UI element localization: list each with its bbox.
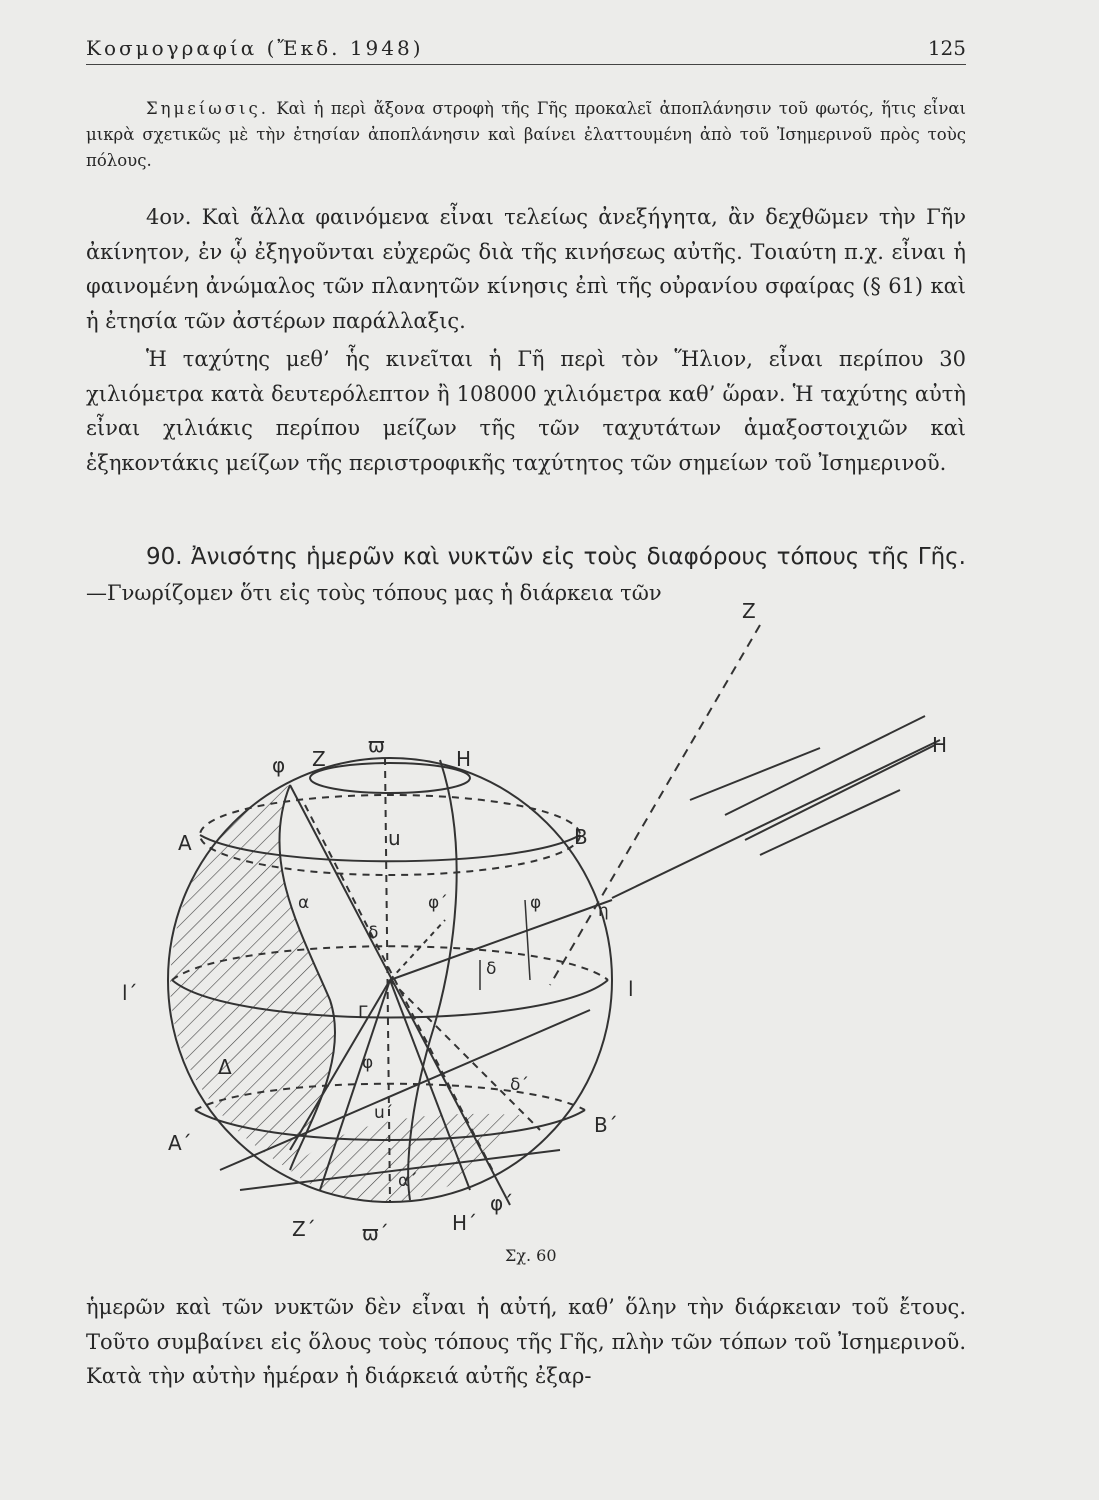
hatched-night-regions [170, 785, 520, 1205]
label-b: B [574, 825, 588, 849]
label-phi-prime: φ΄ [428, 893, 448, 913]
sun-rays [550, 625, 940, 985]
label-delta: δ [368, 923, 379, 943]
label-gamma: Γ [358, 1003, 368, 1023]
label-alpha-prime: α΄ [398, 1171, 418, 1191]
continuation-paragraph: ἡμερῶν καὶ τῶν νυκτῶν δὲν εἶναι ἡ αὐτή, καθ’ ὅλην τὴν διάρκειαν τοῦ ἔτους. Τοῦτο συμβαίνει εἰς ὅλους τοὺς τόπους τῆς Γῆς, πλὴν τῶν τόπων τοῦ Ἰσημερινοῦ. Κατὰ τὴν αὐτὴν ἡμέραν ἡ διάρκειά αὐτῆς ἐξαρ- [86, 1295, 966, 1388]
label-h-prime: H΄ [452, 1211, 478, 1235]
label-phi-double-prime: φ΄ [490, 1191, 514, 1215]
note-label: Σημείωσις. [146, 99, 269, 118]
section-heading: 90. Ἀνισότης ἡμερῶν καὶ νυκτῶν εἰς τοὺς διαφόρους τόπους τῆς Γῆς. [146, 544, 966, 570]
label-a-prime: A΄ [168, 1131, 192, 1155]
label-u: u [388, 826, 401, 850]
label-sun-h: H [932, 733, 948, 757]
label-zenith: Z [742, 599, 756, 623]
label-delta-prime: δ΄ [510, 1075, 529, 1095]
page-number: 125 [927, 36, 966, 60]
label-b-prime: B΄ [594, 1113, 618, 1137]
label-delta-cap: Δ [218, 1055, 232, 1079]
label-phi: φ [272, 753, 286, 777]
label-phi-2: φ [530, 893, 542, 913]
section-lead: —Γνωρίζομεν ὅτι εἰς τοὺς τόπους μας ἡ διάρκεια τῶν [86, 581, 662, 605]
label-phi-3: φ [362, 1053, 374, 1073]
running-title: Κοσμογραφία (Ἔκδ. 1948) [86, 36, 424, 60]
label-pi-prime: ϖ΄ [362, 1221, 389, 1245]
figure-caption: Σχ. 60 [505, 1246, 557, 1265]
paragraph-speed: Ἡ ταχύτης μεθ’ ἧς κινεῖται ἡ Γῆ περὶ τὸν Ἥλιον, εἶναι περίπου 30 χιλιόμετρα κατὰ δευτερόλεπτον ἢ 108000 χιλιόμετρα καθ’ ὥραν. Ἡ ταχύτης αὐτὴ εἶναι χιλιάκις περίπου μείζων τῆς τῶν ταχυτάτων ἁμαξοστοιχιῶν καὶ ἑξηκοντάκις μείζων τῆς περιστροφικῆς ταχύτητος τῶν σημείων τοῦ Ἰσημερινοῦ. [86, 347, 966, 475]
label-pi: ϖ [368, 733, 385, 757]
label-z: Z [312, 747, 326, 771]
label-z-prime: Z΄ [292, 1217, 316, 1241]
note-text: Καὶ ἡ περὶ ἄξονα στροφὴ τῆς Γῆς προκαλεῖ ἀποπλάνησιν τοῦ φωτός, ἥτις εἶναι μικρὰ σχετικῶς μὲ τὴν ἐτησίαν ἀποπλάνησιν καὶ βαίνει ἐλαττουμένη ἀπὸ τοῦ Ἰσημερινοῦ πρὸς τοὺς πόλους. [86, 99, 966, 170]
label-eta: η [598, 901, 609, 921]
label-l: l [628, 977, 634, 1001]
label-alpha: α [298, 893, 310, 913]
label-h: H [456, 747, 472, 771]
label-u-prime: u΄ [374, 1103, 394, 1123]
label-l-prime: l΄ [122, 981, 138, 1005]
label-a: A [178, 831, 192, 855]
label-delta-2: δ [486, 959, 497, 979]
paragraph-4: 4ον. Καὶ ἄλλα φαινόμενα εἶναι τελείως ἀνεξήγητα, ἂν δεχθῶμεν τὴν Γῆν ἀκίνητον, ἐν ᾧ ἐξηγοῦνται εὐχερῶς διὰ τῆς κινήσεως αὐτῆς. Τοιαύτη π.χ. εἶναι ἡ φαινομένη ἀνώμαλος τῶν πλανητῶν κίνησις ἐπὶ τῆς οὐρανίου σφαίρας (§ 61) καὶ ἡ ἐτησία τῶν ἀστέρων παράλλαξις. [86, 205, 966, 333]
